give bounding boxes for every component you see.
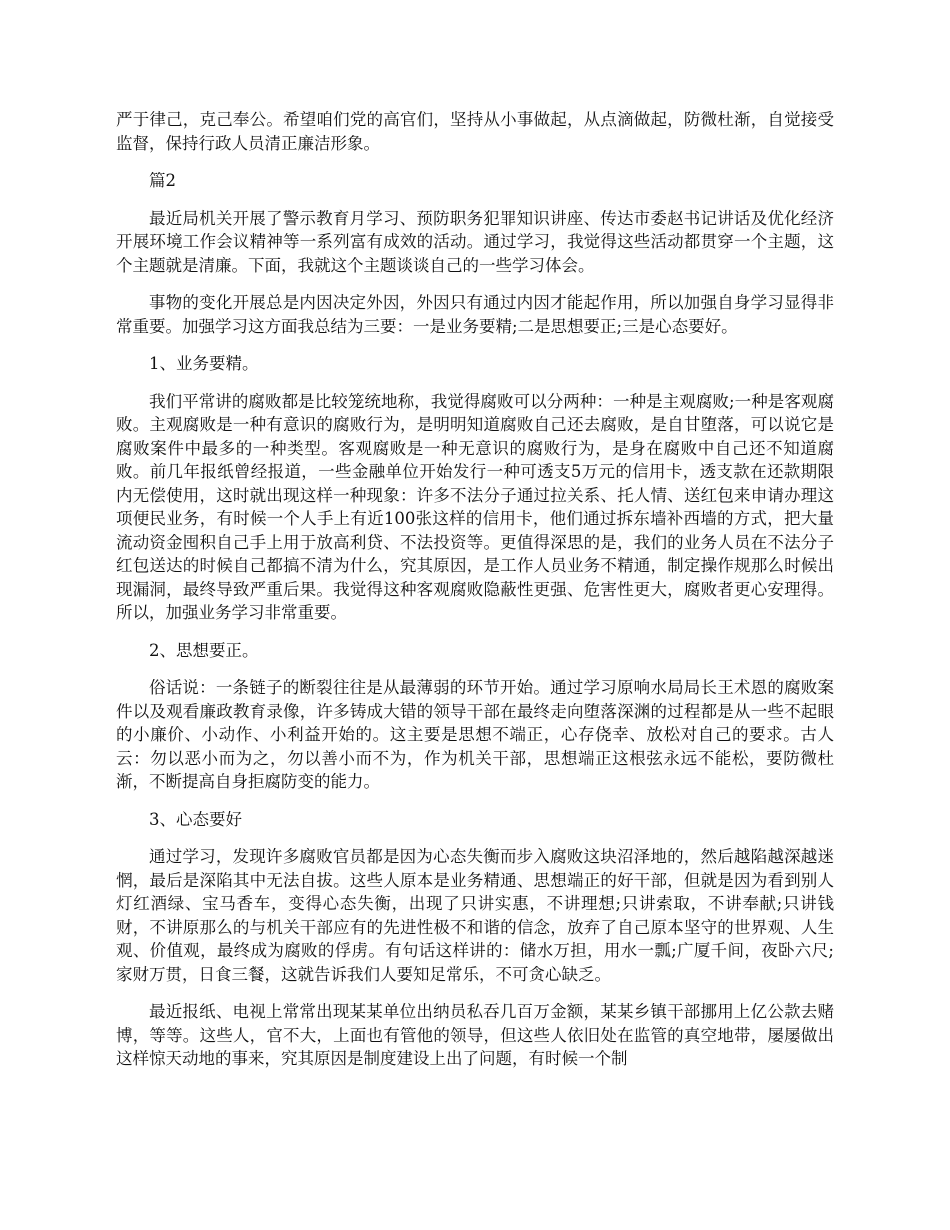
paragraph-activities: 最近局机关开展了警示教育月学习、预防职务犯罪知识讲座、传达市委赵书记讲话及优化经济开展环境工作会议精神等一系列富有成效的活动。通过学习，我觉得这些活动都贯穿一个主题，这个主题就是清廉。下面，我就这个主题谈谈自己的一些学习体会。 [116,208,834,275]
paragraph-intro-closing: 严于律己，克己奉公。希望咱们党的高官们，坚持从小事做起，从点滴做起，防微杜渐，自觉接受监督，保持行政人员清正廉洁形象。 [116,110,834,153]
paragraph-business: 我们平常讲的腐败都是比较笼统地称，我觉得腐败可以分两种：一种是主观腐败;一种是客观腐败。主观腐败是一种有意识的腐败行为，是明明知道腐败自己还去腐败，是自甘堕落，可以说它是腐败案件中最多的一种类型。客观腐败是一种无意识的腐败行为，是身在腐败中自己还不知道腐败。前几年报纸曾经报道，一些金融单位开始发行一种可透支5万元的信用卡，透支款在还款期限内无偿使用，这时就出现这样一种现象：许多不法分子通过拉关系、托人情、送红包来申请办理这项便民业务，有时候一个人手上有近100张这样的信用卡，他们通过拆东墙补西墙的方式，把大量流动资金囤积自己手上用于放高利贷、不法投资等。更值得深思的是，我们的业务人员在不法分子红包送达的时候自己都搞不清为什么，究其原因，是工作人员业务不精通，制定操作规那么时候出现漏洞，最终导致严重后果。我觉得这种客观腐败隐蔽性更强、危害性更大，腐败者更心安理得。所以，加强业务学习非常重要。 [116,391,834,622]
paragraph-mindset: 通过学习，发现许多腐败官员都是因为心态失衡而步入腐败这块沼泽地的，然后越陷越深越迷惘，最后是深陷其中无法自拔。这些人原本是业务精通、思想端正的好干部，但就是因为看到别人灯红酒绿、宝马香车，变得心态失衡，出现了只讲实惠，不讲理想;只讲索取，不讲奉献;只讲钱财，不讲原那么的与机关干部应有的先进性极不和谐的信念，放弃了自己原本坚守的世界观、人生观、价值观，最终成为腐败的俘虏。有句话这样讲的：储水万担，用水一瓢;广厦千间，夜卧六尺;家财万贯，日食三餐，这就告诉我们人要知足常乐，不可贪心缺乏。 [116,847,834,984]
document-body [116,108,834,1085]
paragraph-three-musts: 事物的变化开展总是内因决定外因，外因只有通过内因才能起作用，所以加强自身学习显得非常重要。加强学习这方面我总结为三要：一是业务要精;二是思想要正;三是心态要好。 [116,293,834,336]
section-heading-part-2: 篇2 [149,171,176,190]
paragraph-system: 最近报纸、电视上常常出现某某单位出纳员私吞几百万金额，某某乡镇干部挪用上亿公款去赌博，等等。这些人，官不大，上面也有管他的领导，但这些人依旧处在监管的真空地带，屡屡做出这样惊天动地的事来，究其原因是制度建设上出了问题，有时候一个制 [116,1002,834,1068]
paragraph-thinking: 俗话说：一条链子的断裂往往是从最薄弱的环节开始。通过学习原响水局局长王术恩的腐败案件以及观看廉政教育录像，许多铸成大错的领导干部在最终走向堕落深渊的过程都是从一些不起眼的小廉价、小动作、小利益开始的。这主要是思想不端正，心存侥幸、放松对自己的要求。古人云：勿以恶小而为之，勿以善小而不为，作为机关干部，思想端正这根弦永远不能松，要防微杜渐，不断提高自身拒腐防变的能力。 [116,678,834,791]
subheading-business: 1、业务要精。 [149,354,259,373]
subheading-mindset: 3、心态要好 [149,809,242,829]
subheading-thinking: 2、思想要正。 [149,640,259,660]
